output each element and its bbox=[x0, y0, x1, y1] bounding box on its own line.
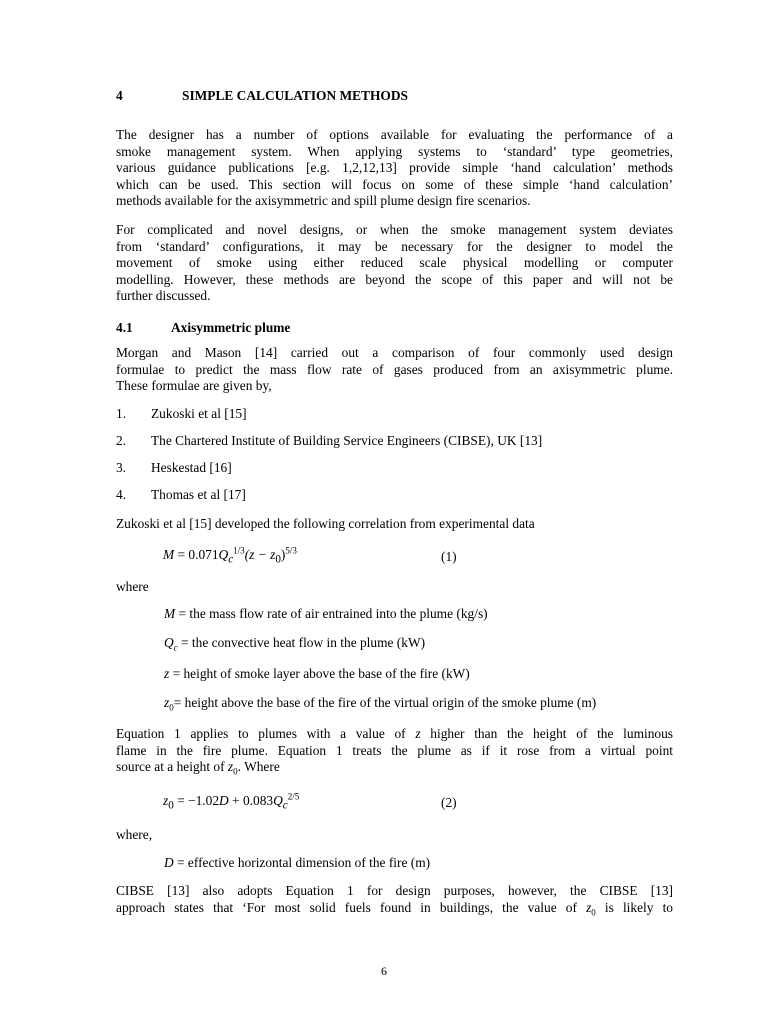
list-text: The Chartered Institute of Building Service Engineers (CIBSE), UK [13] bbox=[151, 433, 543, 448]
text-line: For complicated and novel designs, or when the smoke management system deviates bbox=[116, 222, 673, 237]
def-symbol: D bbox=[164, 855, 174, 870]
text-line: methods available for the axisymmetric and spill plume design fire scenarios. bbox=[116, 193, 531, 208]
text-line: modelling. However, these methods are beyond the scope of this paper and will not be bbox=[116, 271, 673, 287]
eq-subscript: c bbox=[282, 799, 288, 812]
def-text: = height above the base of the fire of the virtual origin of the smoke plume (m) bbox=[173, 695, 597, 710]
text-run: Equation 1 applies to plumes with a value of bbox=[116, 726, 416, 741]
eq-text: = 0.071 bbox=[174, 547, 219, 562]
text-line bbox=[116, 900, 673, 917]
text-line: formulae to predict the mass flow rate of gases produced from an axisymmetric plume. bbox=[116, 361, 673, 377]
where-label: where, bbox=[116, 827, 153, 842]
text-line: various guidance publications [e.g. 1,2,12,13] provide simple ‘hand calculation’ methods bbox=[116, 160, 673, 175]
eq-subscript: 0 bbox=[168, 799, 174, 812]
inline-symbol: z bbox=[586, 899, 592, 915]
text-line: further discussed. bbox=[116, 288, 211, 303]
def-text: = the mass flow rate of air entrained into the plume (kg/s) bbox=[175, 606, 488, 621]
text-line bbox=[116, 726, 673, 743]
subsection-heading bbox=[116, 320, 673, 337]
eq-text: = −1.02 bbox=[173, 793, 220, 808]
eq-text: + 0.083 bbox=[228, 793, 274, 808]
equation-1-label: (1) bbox=[441, 549, 457, 564]
definition-qc bbox=[164, 635, 425, 652]
text-line: flame in the fire plume. Equation 1 treats the plume as if it rose from a virtual point bbox=[116, 742, 673, 758]
def-text: = the convective heat flow in the plume (kW) bbox=[177, 635, 426, 650]
text-line: Morgan and Mason [14] carried out a comparison of four commonly used design bbox=[116, 345, 673, 360]
def-text: = height of smoke layer above the base of the fire (kW) bbox=[169, 666, 470, 681]
paragraph-morgan-mason bbox=[116, 345, 673, 395]
inline-subscript: 0 bbox=[591, 907, 596, 918]
def-text: = effective horizontal dimension of the fire (m) bbox=[173, 855, 431, 870]
text-line: which can be used. This section will focus on some of these simple ‘hand calculation’ bbox=[116, 176, 673, 192]
eq-superscript: 5/3 bbox=[285, 545, 297, 556]
eq-symbol: M bbox=[163, 547, 175, 562]
text-run: . Where bbox=[237, 759, 280, 774]
list-item bbox=[116, 460, 673, 477]
eq-subscript: 0 bbox=[275, 553, 281, 566]
def-symbol: z bbox=[164, 695, 170, 710]
section-number: 4 bbox=[116, 88, 123, 103]
eq-symbol: Q bbox=[218, 547, 229, 562]
text-run: is likely to bbox=[595, 899, 673, 915]
paragraph-complicated-designs bbox=[116, 222, 673, 305]
text-run: higher than the height of the luminous bbox=[420, 726, 673, 741]
list-number: 4. bbox=[116, 487, 127, 502]
equation-1 bbox=[163, 547, 297, 568]
definition-z bbox=[164, 666, 470, 683]
def-symbol: M bbox=[164, 606, 176, 621]
eq-superscript: 1/3 bbox=[233, 545, 245, 556]
def-symbol: Q bbox=[164, 635, 174, 650]
inline-subscript: 0 bbox=[233, 766, 238, 777]
inline-symbol: z bbox=[227, 759, 234, 774]
def-subscript: 0 bbox=[169, 702, 174, 713]
def-subscript: c bbox=[173, 642, 178, 653]
where-label: where bbox=[116, 579, 149, 594]
list-item bbox=[116, 406, 673, 423]
text-line: smoke management system. When applying systems to ‘standard’ type geometries, bbox=[116, 143, 673, 159]
text-line: The designer has a number of options available for evaluating the performance of a bbox=[116, 127, 673, 142]
eq-text: ) bbox=[280, 547, 286, 562]
subsection-number: 4.1 bbox=[116, 320, 133, 335]
paragraph-zukoski: Zukoski et al [15] developed the following correlation from experimental data bbox=[116, 516, 535, 531]
definition-m bbox=[164, 606, 488, 623]
definition-z0 bbox=[164, 695, 596, 712]
text-line: CIBSE [13] also adopts Equation 1 for design purposes, however, the CIBSE [13] bbox=[116, 883, 673, 898]
text-line: These formulae are given by, bbox=[116, 378, 272, 393]
text-line: movement of smoke using either reduced scale physical modelling or computer bbox=[116, 255, 673, 270]
section-title: SIMPLE CALCULATION METHODS bbox=[182, 88, 408, 103]
subsection-title: Axisymmetric plume bbox=[171, 320, 291, 335]
equation-2-label: (2) bbox=[441, 795, 457, 810]
eq-symbol: z bbox=[163, 793, 169, 808]
eq-subscript: c bbox=[228, 553, 234, 566]
eq-text: (z − z bbox=[244, 547, 276, 562]
paragraph-cibse bbox=[116, 883, 673, 916]
paragraph-equation-1 bbox=[116, 726, 673, 776]
list-item bbox=[116, 487, 673, 504]
equation-2 bbox=[163, 793, 299, 814]
definition-d bbox=[164, 855, 430, 872]
page-number: 6 bbox=[381, 964, 387, 978]
eq-superscript: 2/5 bbox=[287, 791, 300, 802]
text-line bbox=[116, 759, 673, 776]
list-text: Zukoski et al [15] bbox=[151, 406, 247, 421]
list-item bbox=[116, 433, 673, 450]
list-number: 1. bbox=[116, 406, 127, 421]
text-line: from ‘standard’ configurations, it may be necessary for the designer to model the bbox=[116, 238, 673, 254]
def-symbol: z bbox=[164, 666, 170, 681]
eq-symbol: Q bbox=[273, 793, 283, 808]
list-number: 2. bbox=[116, 433, 127, 448]
text-run: source at a height of bbox=[116, 759, 228, 774]
eq-symbol: D bbox=[219, 793, 229, 808]
inline-symbol: z bbox=[415, 726, 421, 741]
paragraph-intro bbox=[116, 127, 673, 210]
section-heading bbox=[116, 88, 673, 105]
list-number: 3. bbox=[116, 460, 127, 475]
text-run: approach states that ‘For most solid fuels found in buildings, the value of bbox=[116, 899, 587, 915]
list-text: Thomas et al [17] bbox=[151, 487, 246, 502]
list-text: Heskestad [16] bbox=[151, 460, 232, 475]
